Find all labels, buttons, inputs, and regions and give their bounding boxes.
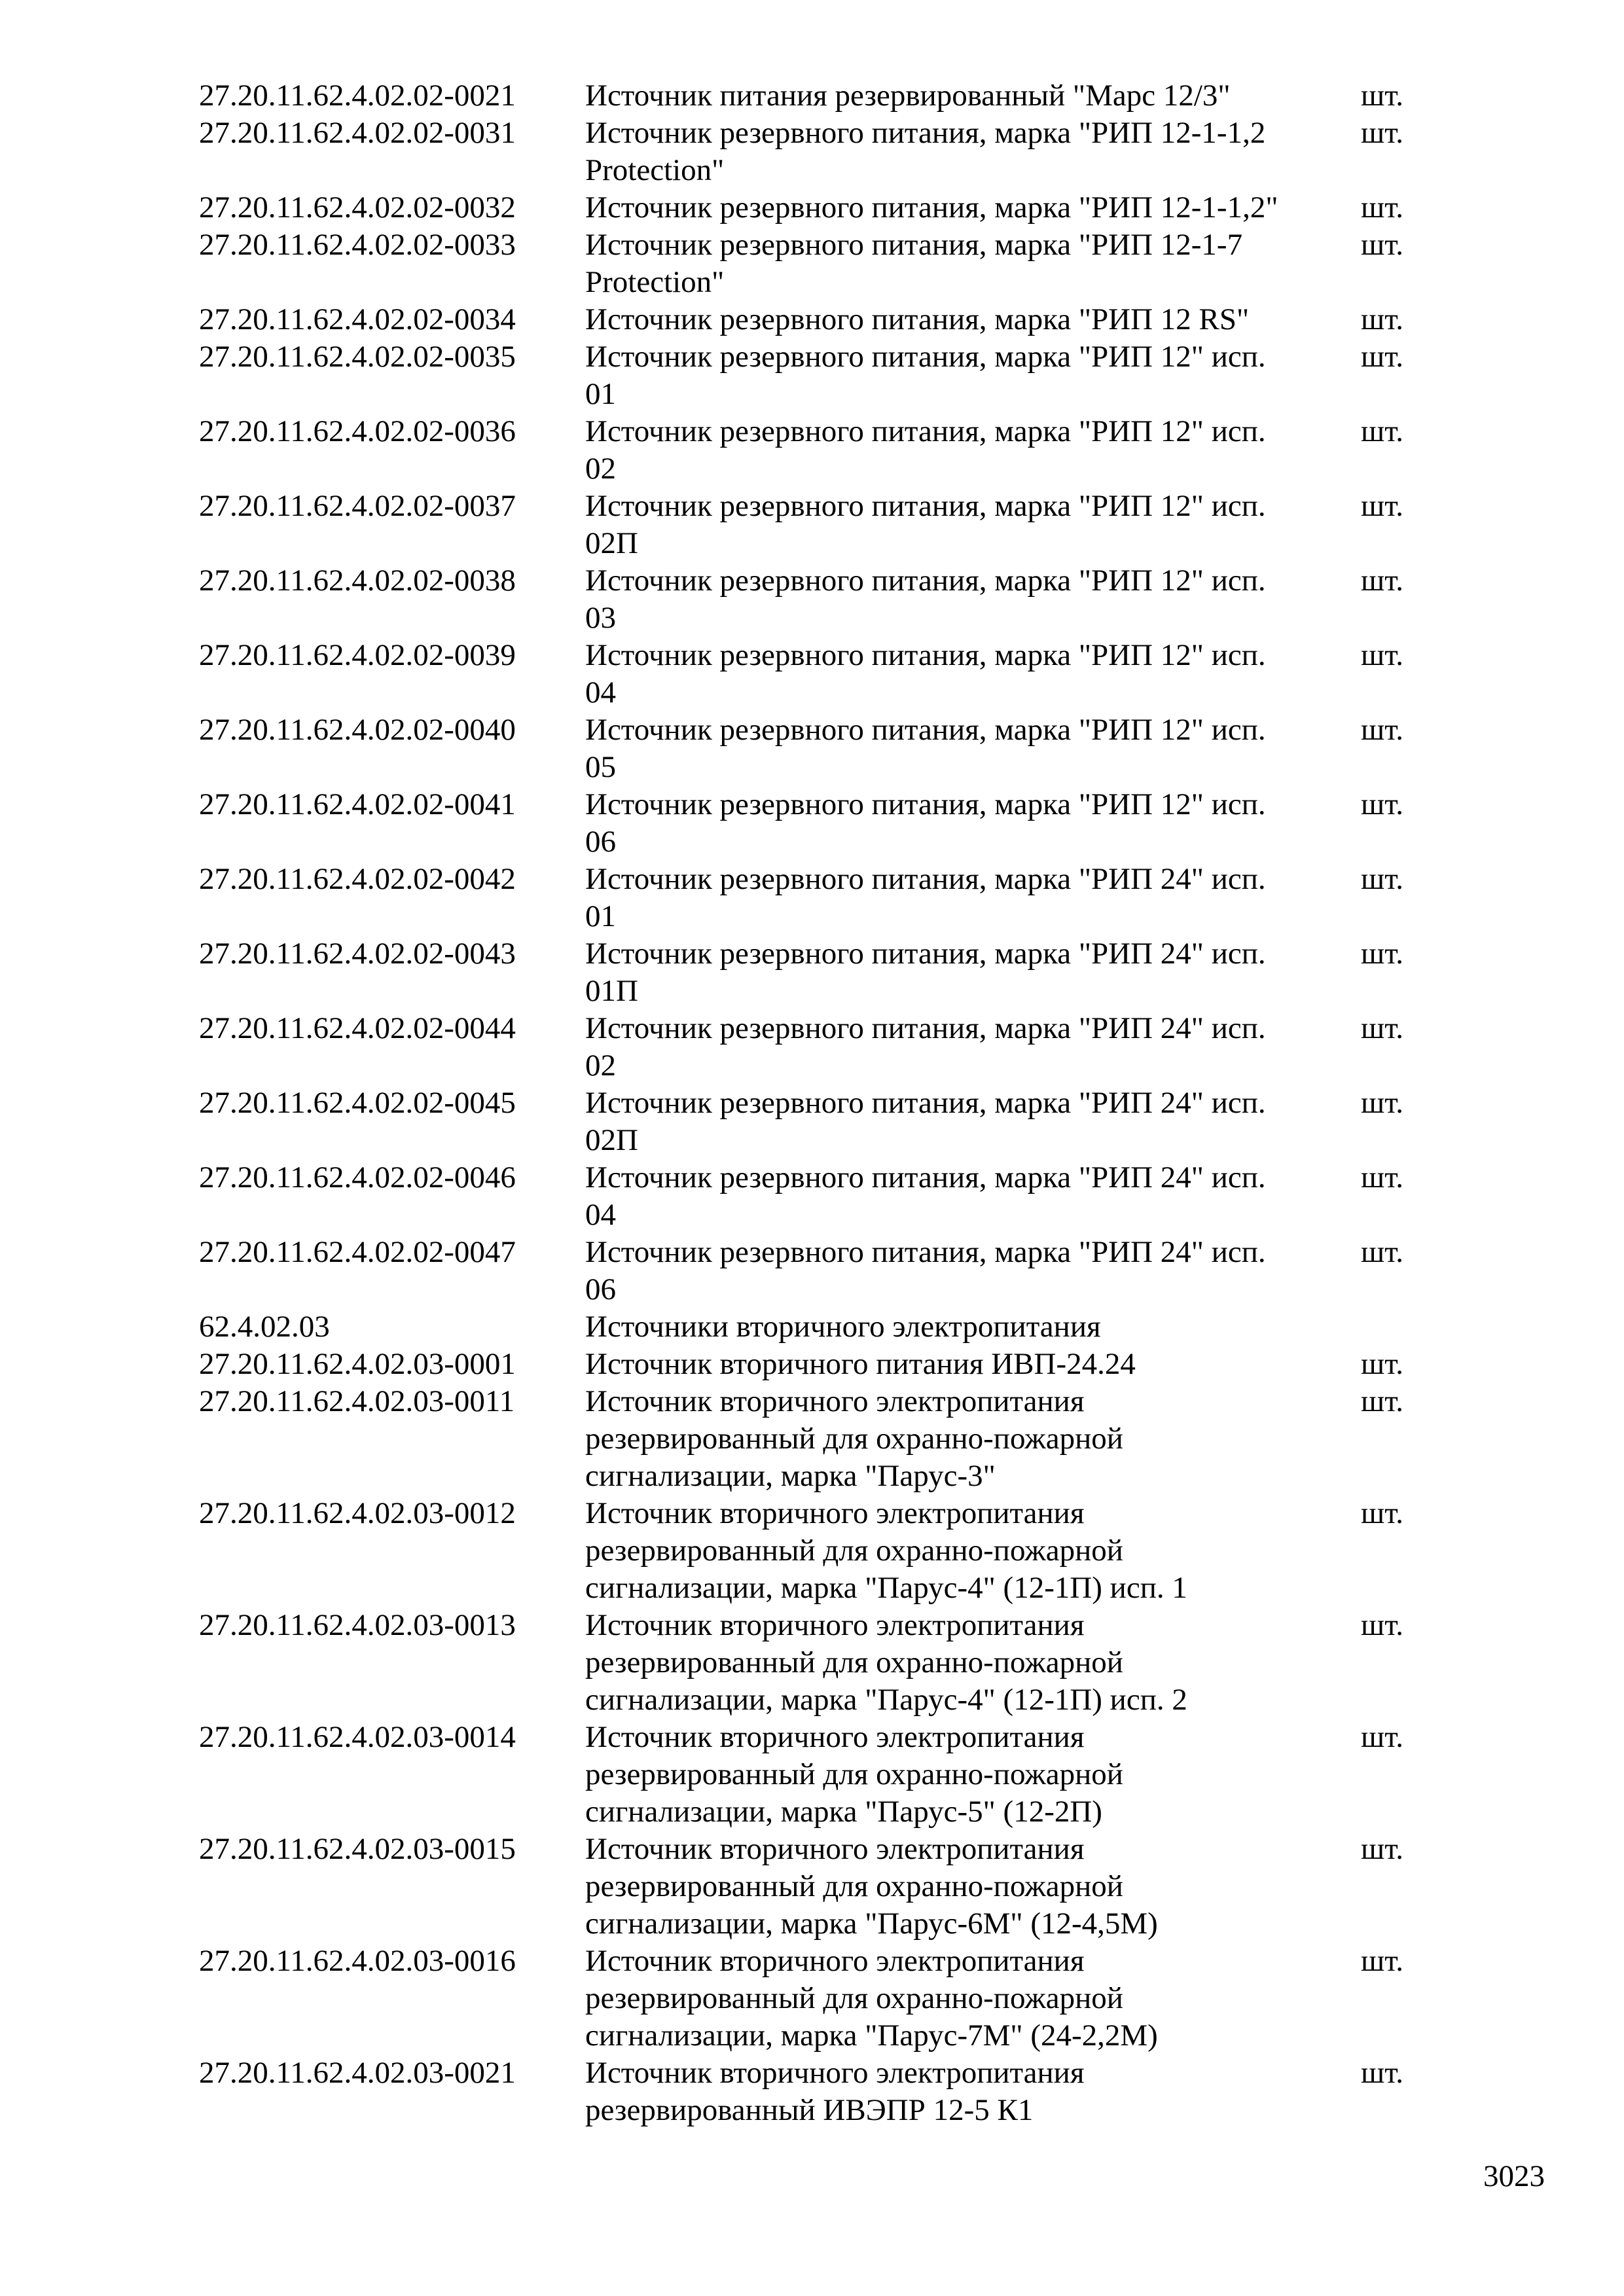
unit-of-measure: шт. — [1361, 564, 1403, 598]
catalog-row — [199, 1383, 1443, 1495]
resource-code: 27.20.11.62.4.02.02-0035 — [199, 340, 516, 374]
resource-description: Источник вторичного электропитания резервированный для охранно-пожарной сигнализации, марка "Парус-7М" (24-2,2М) — [585, 1944, 1158, 2053]
resource-description: Источник резервного питания, марка "РИП 24" исп. 06 — [585, 1235, 1266, 1306]
resource-catalog-list — [199, 77, 1443, 2129]
unit-of-measure: шт. — [1361, 302, 1403, 336]
resource-code: 27.20.11.62.4.02.02-0039 — [199, 638, 516, 672]
resource-code: 27.20.11.62.4.02.02-0036 — [199, 414, 516, 448]
resource-description: Источник резервного питания, марка "РИП 12" исп. 02 — [585, 414, 1266, 486]
resource-code: 27.20.11.62.4.02.02-0043 — [199, 937, 516, 971]
catalog-row — [199, 637, 1443, 711]
catalog-row — [199, 1719, 1443, 1831]
resource-description: Источник вторичного электропитания резервированный для охранно-пожарной сигнализации, марка "Парус-5" (12-2П) — [585, 1720, 1123, 1829]
resource-code: 27.20.11.62.4.02.03-0015 — [199, 1832, 516, 1866]
catalog-row — [199, 77, 1443, 115]
catalog-row — [199, 2054, 1443, 2129]
resource-code: 27.20.11.62.4.02.03-0021 — [199, 2056, 516, 2090]
resource-description: Источник вторичного электропитания резервированный для охранно-пожарной сигнализации, марка "Парус-4" (12-1П) исп. 2 — [585, 1608, 1187, 1717]
resource-description: Источник вторичного электропитания резервированный для охранно-пожарной сигнализации, марка "Парус-4" (12-1П) исп. 1 — [585, 1496, 1187, 1605]
catalog-row — [199, 488, 1443, 562]
unit-of-measure: шт. — [1361, 787, 1403, 821]
page-number: 3023 — [1483, 2159, 1545, 2193]
resource-description: Источник питания резервированный "Марс 12/3" — [585, 79, 1231, 113]
resource-description: Источник резервного питания, марка "РИП 24" исп. 04 — [585, 1160, 1266, 1232]
resource-description: Источник резервного питания, марка "РИП 24" исп. 01П — [585, 937, 1266, 1008]
catalog-row — [199, 1831, 1443, 1943]
section-title: Источники вторичного электропитания — [585, 1310, 1101, 1344]
resource-code: 27.20.11.62.4.02.03-0014 — [199, 1720, 516, 1754]
resource-description: Источник резервного питания, марка "РИП 24" исп. 01 — [585, 862, 1266, 933]
unit-of-measure: шт. — [1361, 937, 1403, 971]
catalog-row — [199, 189, 1443, 226]
catalog-row — [199, 1010, 1443, 1085]
resource-code: 27.20.11.62.4.02.03-0001 — [199, 1347, 516, 1381]
unit-of-measure: шт. — [1361, 1608, 1403, 1642]
resource-code: 27.20.11.62.4.02.03-0013 — [199, 1608, 516, 1642]
resource-code: 27.20.11.62.4.02.02-0034 — [199, 302, 516, 336]
unit-of-measure: шт. — [1361, 340, 1403, 374]
resource-description: Источник резервного питания, марка "РИП 24" исп. 02П — [585, 1086, 1266, 1157]
resource-code: 27.20.11.62.4.02.02-0033 — [199, 228, 516, 262]
catalog-row — [199, 1234, 1443, 1308]
unit-of-measure: шт. — [1361, 1235, 1403, 1269]
catalog-row — [199, 301, 1443, 338]
resource-code: 27.20.11.62.4.02.02-0021 — [199, 79, 516, 113]
catalog-row — [199, 338, 1443, 413]
unit-of-measure: шт. — [1361, 1384, 1403, 1418]
catalog-row — [199, 1159, 1443, 1234]
section-code: 62.4.02.03 — [199, 1310, 330, 1344]
catalog-row — [199, 711, 1443, 786]
resource-code: 27.20.11.62.4.02.02-0047 — [199, 1235, 516, 1269]
resource-description: Источник резервного питания, марка "РИП 12" исп. 06 — [585, 787, 1266, 859]
catalog-row — [199, 861, 1443, 935]
resource-code: 27.20.11.62.4.02.03-0016 — [199, 1944, 516, 1978]
unit-of-measure: шт. — [1361, 862, 1403, 896]
resource-code: 27.20.11.62.4.02.02-0037 — [199, 489, 516, 523]
catalog-row — [199, 115, 1443, 189]
resource-description: Источник резервного питания, марка "РИП 12" исп. 03 — [585, 564, 1266, 635]
resource-description: Источник вторичного питания ИВП-24.24 — [585, 1347, 1136, 1381]
resource-description: Источник резервного питания, марка "РИП 12" исп. 04 — [585, 638, 1266, 709]
catalog-row — [199, 1085, 1443, 1159]
resource-description: Источник резервного питания, марка "РИП 12 RS" — [585, 302, 1250, 336]
resource-code: 27.20.11.62.4.02.02-0038 — [199, 564, 516, 598]
resource-code: 27.20.11.62.4.02.02-0044 — [199, 1011, 516, 1045]
catalog-row — [199, 1346, 1443, 1383]
resource-description: Источник резервного питания, марка "РИП 12-1-1,2" — [585, 190, 1278, 224]
unit-of-measure: шт. — [1361, 228, 1403, 262]
catalog-row — [199, 413, 1443, 488]
catalog-row — [199, 226, 1443, 301]
resource-code: 27.20.11.62.4.02.02-0045 — [199, 1086, 516, 1120]
resource-code: 27.20.11.62.4.02.03-0012 — [199, 1496, 516, 1530]
resource-description: Источник резервного питания, марка "РИП 12" исп. 01 — [585, 340, 1266, 411]
resource-description: Источник вторичного электропитания резервированный для охранно-пожарной сигнализации, марка "Парус-3" — [585, 1384, 1123, 1493]
catalog-row — [199, 1495, 1443, 1607]
unit-of-measure: шт. — [1361, 2056, 1403, 2090]
unit-of-measure: шт. — [1361, 414, 1403, 448]
resource-description: Источник вторичного электропитания резервированный для охранно-пожарной сигнализации, марка "Парус-6М" (12-4,5М) — [585, 1832, 1158, 1941]
resource-description: Источник вторичного электропитания резервированный ИВЭПР 12-5 К1 — [585, 2056, 1085, 2127]
unit-of-measure: шт. — [1361, 79, 1403, 113]
catalog-row — [199, 562, 1443, 637]
resource-code: 27.20.11.62.4.02.02-0040 — [199, 713, 516, 747]
unit-of-measure: шт. — [1361, 1496, 1403, 1530]
catalog-row — [199, 1943, 1443, 2054]
resource-description: Источник резервного питания, марка "РИП 12" исп. 02П — [585, 489, 1266, 560]
resource-code: 27.20.11.62.4.02.02-0032 — [199, 190, 516, 224]
catalog-row — [199, 786, 1443, 861]
catalog-row — [199, 935, 1443, 1010]
resource-code: 27.20.11.62.4.02.02-0041 — [199, 787, 516, 821]
unit-of-measure: шт. — [1361, 489, 1403, 523]
resource-description: Источник резервного питания, марка "РИП 12" исп. 05 — [585, 713, 1266, 784]
resource-description: Источник резервного питания, марка "РИП 12-1-1,2 Protection" — [585, 116, 1266, 187]
catalog-section-heading-row — [199, 1308, 1443, 1346]
unit-of-measure: шт. — [1361, 1347, 1403, 1381]
unit-of-measure: шт. — [1361, 713, 1403, 747]
resource-description: Источник резервного питания, марка "РИП 12-1-7 Protection" — [585, 228, 1243, 299]
unit-of-measure: шт. — [1361, 1720, 1403, 1754]
resource-description: Источник резервного питания, марка "РИП 24" исп. 02 — [585, 1011, 1266, 1083]
unit-of-measure: шт. — [1361, 1944, 1403, 1978]
unit-of-measure: шт. — [1361, 1086, 1403, 1120]
resource-code: 27.20.11.62.4.02.02-0046 — [199, 1160, 516, 1194]
unit-of-measure: шт. — [1361, 190, 1403, 224]
unit-of-measure: шт. — [1361, 116, 1403, 150]
unit-of-measure: шт. — [1361, 1011, 1403, 1045]
catalog-row — [199, 1607, 1443, 1719]
unit-of-measure: шт. — [1361, 638, 1403, 672]
resource-code: 27.20.11.62.4.02.03-0011 — [199, 1384, 515, 1418]
resource-code: 27.20.11.62.4.02.02-0042 — [199, 862, 516, 896]
resource-code: 27.20.11.62.4.02.02-0031 — [199, 116, 516, 150]
unit-of-measure: шт. — [1361, 1160, 1403, 1194]
unit-of-measure: шт. — [1361, 1832, 1403, 1866]
